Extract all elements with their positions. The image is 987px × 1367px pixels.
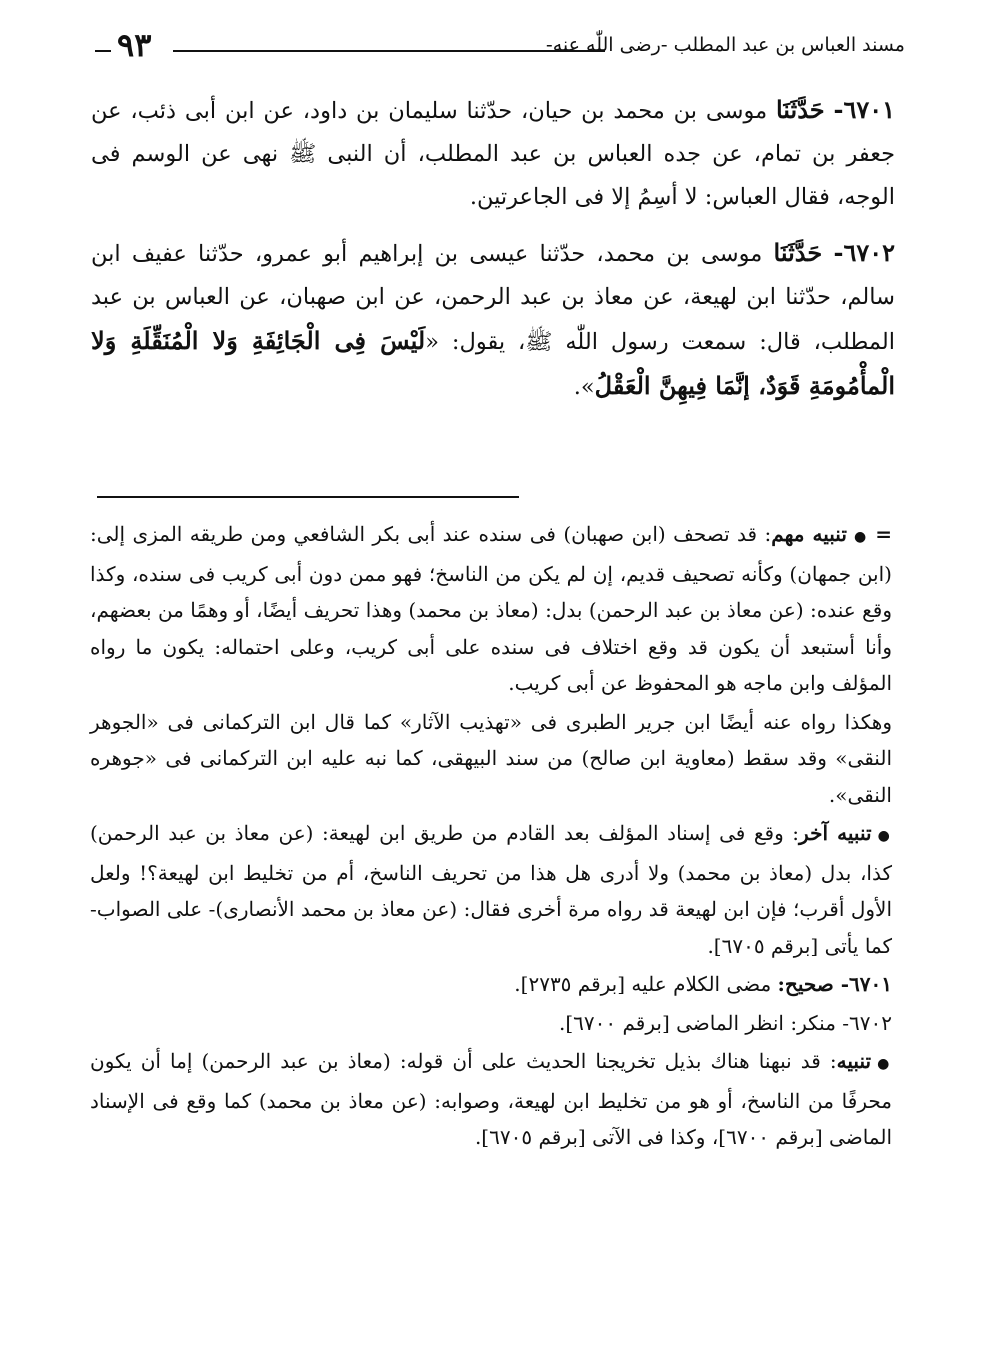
page-number: ٩٣ [117,26,152,64]
hadith-text: موسى بن محمد بن حيان، حدّثنا سليمان بن داود، عن ابن أبى ذئب، عن جعفر بن تمام، عن جده العباس بن عبد المطلب، أن النبى ﷺ نهى عن الوسم فى الوجه، فقال العباس: لا أسِمُ إلا فى الجاعرتين. [91,98,895,210]
footnote-lead: تنبيه آخر [799,821,872,845]
continuation-mark: = [875,522,892,546]
footnote [90,966,892,1003]
running-header [95,28,905,68]
hadith-quote: لَيْسَ فِى الْجَائِفَةِ وَلا الْمُنَقِّلَةِ وَلا الْمأْمُومَةِ قَوَدٌ، إنَّمَا فِيهِنَّ الْعَقْلُ [91,326,895,400]
footnotes [90,516,892,1158]
hadith-entry [91,88,895,219]
bullet-icon: ● [852,529,868,545]
hadith-closing: ». [573,374,595,400]
header-rule [173,50,605,52]
hadith-intro: حَدَّثَنَا [773,238,823,267]
footnote-separator [97,496,519,498]
bullet-icon: ● [877,1056,893,1072]
footnote-lead: ٦٧٠١- صحيح: [777,972,892,996]
footnote-text: مضى الكلام عليه [برقم ٢٧٣٥]. [514,972,778,996]
footnote-text: ٦٧٠٢- منكر: انظر الماضى [برقم ٦٧٠٠]. [558,1010,892,1035]
header-rule-left [95,50,111,52]
hadith-text: موسى بن محمد، حدّثنا عيسى بن إبراهيم أبو عمرو، حدّثنا عفيف ابن سالم، حدّثنا ابن لهيعة، عن معاذ بن عبد الرحمن، عن ابن صهبان، عن العباس بن عبد المطلب، قال: سمعت رسول اللّٰه ﷺ، يقول: « [91,241,896,355]
header-title: مسند العباس بن عبد المطلب -رضى اللّٰه عنه- [545,34,905,56]
footnote [90,1043,892,1156]
footnote-text: وهكذا رواه عنه أيضًا ابن جرير الطبرى فى «تهذيب الآثار» كما قال ابن التركمانى فى «الجوهر النقى» وقد سقط (معاوية ابن صالح) من سند البيهقى، كما نبه عليه ابن التركمانى فى «جوهره النقى». [90,709,892,807]
hadith-number: ٦٧٠٢- [833,238,895,267]
main-text [91,88,895,409]
hadith-number: ٦٧٠١- [833,95,895,124]
footnote-lead: تنبيه مهم [771,522,847,546]
footnote [90,704,892,814]
footnote [90,516,892,702]
footnote-text: : وقع فى إسناد المؤلف بعد القادم من طريق ابن لهيعة: (عن معاذ بن عبد الرحمن) كذا، بدل (معاذ بن محمد) ولا أدرى هل هذا من تحريف الناسخ، أم من تخليط ابن لهيعة؟! ولعل الأول أقرب؛ فإن ابن لهيعة قد رواه مرة أخرى فقال: (عن معاذ بن محمد الأنصارى)- على الصواب- كما يأتى [برقم ٦٧٠٥]. [90,821,892,958]
footnote [90,1005,892,1042]
footnote-text: : قد تصحف (ابن صهبان) فى سنده عند أبى بكر الشافعي ومن طريقه المزى إلى: (ابن جمهان) وكأنه تصحيف قديم، إن لم يكن من الناسخ؛ فهو ممن دون أبى كريب فى سنده، وكذا وقع عنده: (عن معاذ بن عبد الرحمن) بدل: (معاذ بن محمد) وهذا تحريف أيضًا، أو وهمًا من بعضهم، وأنا أستبعد أن يكون قد وقع اختلاف فى سنده على أبى كريب، وعلى احتماله: يكون ما رواه المؤلف وابن ماجه هو المحفوظ عن أبى كريب. [90,522,892,695]
hadith-entry [91,231,895,409]
footnote-text: : قد نبهنا هناك بذيل تخريجنا الحديث على أن قوله: (معاذ بن عبد الرحمن) إما أن يكون محرفًا من الناسخ، أو هو من تخليط ابن لهيعة، وصوابه: (عن معاذ بن محمد) كما وقع فى الإسناد الماضى [برقم ٦٧٠٠]، وكذا فى الآتى [برقم ٦٧٠٥]. [90,1049,892,1149]
footnote [90,815,892,964]
bullet-icon: ● [877,828,893,844]
hadith-intro: حَدَّثَنَا [775,95,825,124]
footnote-lead: تنبيه [836,1049,872,1073]
